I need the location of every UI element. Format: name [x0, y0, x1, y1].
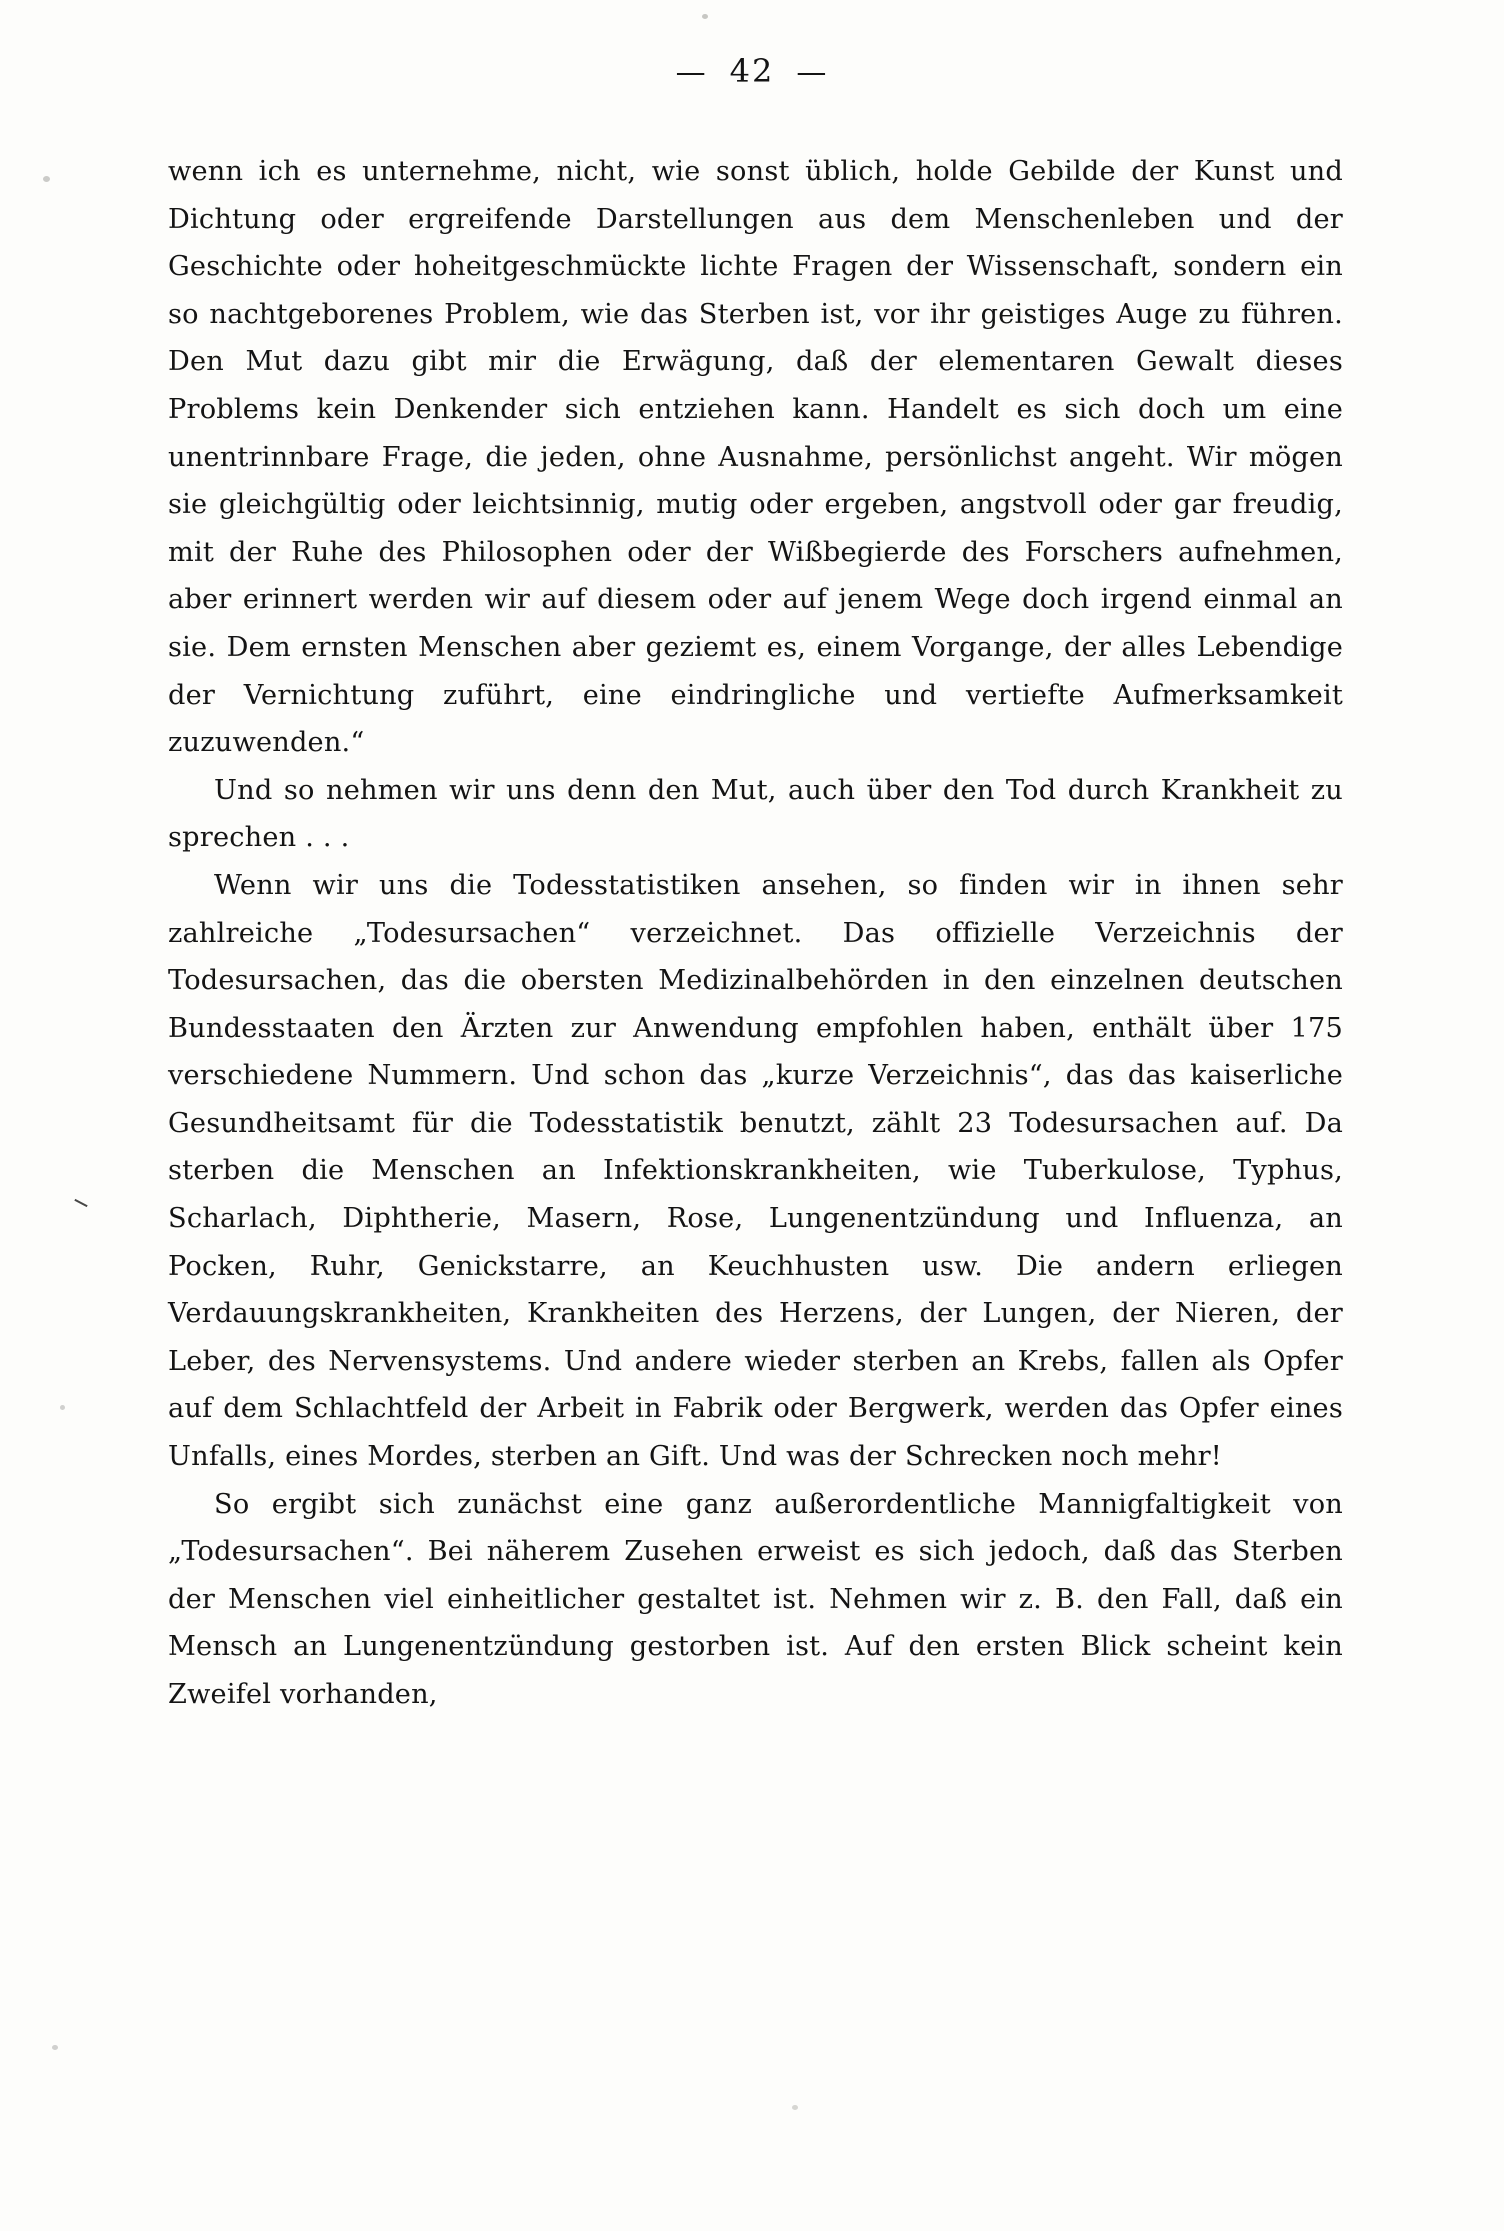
page-number-value: 42 [729, 52, 775, 90]
scan-speck [702, 14, 708, 19]
scan-speck [43, 176, 50, 182]
scan-speck [52, 2045, 58, 2050]
scan-speck [792, 2105, 798, 2110]
paragraph-3: Wenn wir uns die Todesstatistiken ansehen, so finden wir in ihnen sehr zahlreiche „Todesursachen“ verzeichnet. Das offizielle Verzeichnis der Todesursachen, das die obersten Medizinalbehörden in den einzelnen deutschen Bundesstaaten den Ärzten zur Anwendung empfohlen haben, enthält über 175 verschiedene Nummern. Und schon das „kurze Verzeichnis“, das das kaiserliche Gesundheitsamt für die Todesstatistik benutzt, zählt 23 Todesursachen auf. Da sterben die Menschen an Infektionskrankheiten, wie Tuberkulose, Typhus, Scharlach, Diphtherie, Masern, Rose, Lungenentzündung und Influenza, an Pocken, Ruhr, Genickstarre, an Keuchhusten usw. Die andern erliegen Verdauungskrankheiten, Krankheiten des Herzens, der Lungen, der Nieren, der Leber, des Nervensystems. Und andere wieder sterben an Krebs, fallen als Opfer auf dem Schlachtfeld der Arbeit in Fabrik oder Bergwerk, werden das Opfer eines Unfalls, eines Mordes, sterben an Gift. Und was der Schrecken noch mehr! [168, 869, 1343, 1473]
page-number-header [0, 52, 1504, 90]
paragraph-4: So ergibt sich zunächst eine ganz außerordentliche Mannigfaltigkeit von „Todesursachen“. Bei näherem Zusehen erweist es sich jedoch, daß das Sterben der Menschen viel einheitlicher gestaltet ist. Nehmen wir z. B. den Fall, daß ein Mensch an Lungenentzündung gestorben ist. Auf den ersten Blick scheint kein Zweifel vorhanden, [168, 1488, 1343, 1710]
scan-speck [60, 1405, 65, 1410]
page-number-dash-left: — [675, 55, 708, 90]
page-body-text [168, 148, 1343, 1719]
margin-tick-mark [74, 1200, 90, 1214]
paragraph-2: Und so nehmen wir uns denn den Mut, auch über den Tod durch Krankheit zu sprechen . . . [168, 774, 1343, 854]
paragraph-1: wenn ich es unternehme, nicht, wie sonst üblich, holde Gebilde der Kunst und Dichtung oder ergreifende Darstellungen aus dem Menschenleben und der Geschichte oder hoheitgeschmückte lichte Fragen der Wissenschaft, sondern ein so nachtgeborenes Problem, wie das Sterben ist, vor ihr geistiges Auge zu führen. Den Mut dazu gibt mir die Erwägung, daß der elementaren Gewalt dieses Problems kein Denkender sich entziehen kann. Handelt es sich doch um eine unentrinnbare Frage, die jeden, ohne Ausnahme, persönlichst angeht. Wir mögen sie gleichgültig oder leichtsinnig, mutig oder ergeben, angstvoll oder gar freudig, mit der Ruhe des Philosophen oder der Wißbegierde des Forschers aufnehmen, aber erinnert werden wir auf diesem oder auf jenem Wege doch irgend einmal an sie. Dem ernsten Menschen aber geziemt es, einem Vorgange, der alles Lebendige der Vernichtung zuführt, eine eindringliche und vertiefte Aufmerksamkeit zuzuwenden.“ [168, 156, 1343, 759]
page-number-dash-right: — [796, 55, 829, 90]
